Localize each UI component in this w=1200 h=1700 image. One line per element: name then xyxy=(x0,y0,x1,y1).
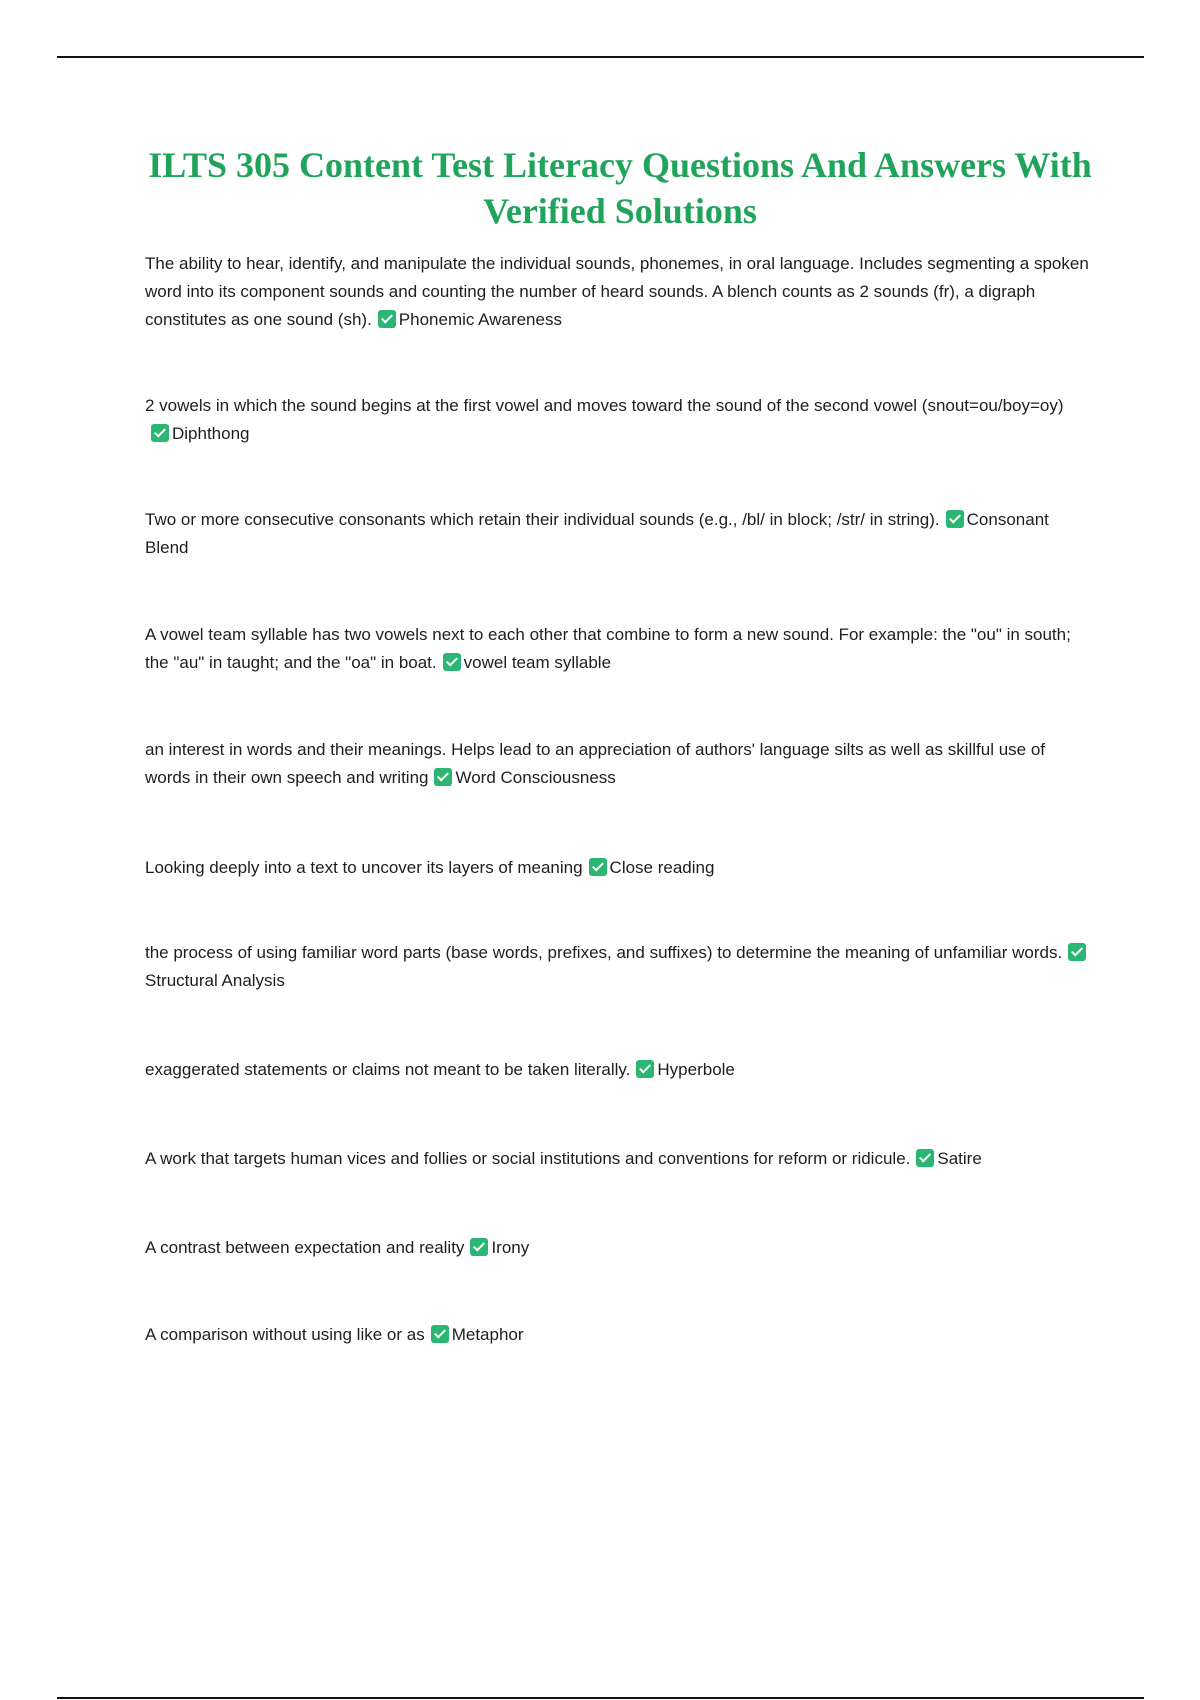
question-text: A vowel team syllable has two vowels next to each other that combine to form a new sound. For example: the "ou" in south; the "au" in taught; and the "oa" in boat. xyxy=(145,625,1071,672)
question-text: A contrast between expectation and reality xyxy=(145,1238,465,1257)
checkmark-icon xyxy=(636,1060,654,1078)
qa-item xyxy=(145,1234,1090,1262)
document-title: ILTS 305 Content Test Literacy Questions And Answers With Verified Solutions xyxy=(148,145,1092,231)
question-text: A comparison without using like or as xyxy=(145,1325,425,1344)
checkmark-icon xyxy=(431,1325,449,1343)
top-rule xyxy=(57,56,1144,58)
checkmark-icon xyxy=(434,768,452,786)
checkmark-icon xyxy=(916,1149,934,1167)
answer-text: Metaphor xyxy=(451,1325,524,1344)
answer-text: Consonant Blend xyxy=(145,510,1049,557)
qa-item xyxy=(145,854,1090,882)
question-text: exaggerated statements or claims not meant to be taken literally. xyxy=(145,1060,631,1079)
qa-item xyxy=(145,1145,1090,1173)
checkmark-icon xyxy=(378,310,396,328)
answer-text: Diphthong xyxy=(172,424,250,443)
question-text: the process of using familiar word parts (base words, prefixes, and suffixes) to determine the meaning of unfamiliar words. xyxy=(145,943,1063,962)
question-text: A work that targets human vices and follies or social institutions and conventions for reform or ridicule. xyxy=(145,1149,911,1168)
checkmark-icon xyxy=(589,858,607,876)
checkmark-icon xyxy=(946,510,964,528)
checkmark-icon xyxy=(470,1238,488,1256)
qa-item xyxy=(145,939,1090,995)
qa-item xyxy=(145,250,1090,334)
question-text: The ability to hear, identify, and manipulate the individual sounds, phonemes, in oral language. Includes segmenting a spoken word into its component sounds and counting the number of heard sounds. A blench counts as 2 sounds (fr), a digraph constitutes as one sound (sh). xyxy=(145,254,1089,329)
question-text: Looking deeply into a text to uncover its layers of meaning xyxy=(145,858,583,877)
answer-text: Word Consciousness xyxy=(455,768,616,787)
question-text: Two or more consecutive consonants which retain their individual sounds (e.g., /bl/ in block; /str/ in string). xyxy=(145,510,940,529)
question-text: 2 vowels in which the sound begins at the first vowel and moves toward the sound of the second vowel (snout=ou/boy=oy) xyxy=(145,396,1064,415)
answer-text: Structural Analysis xyxy=(145,971,285,990)
qa-item xyxy=(145,506,1090,562)
answer-text: Close reading xyxy=(609,858,715,877)
qa-item xyxy=(145,392,1090,448)
answer-text: Hyperbole xyxy=(657,1060,735,1079)
bottom-rule xyxy=(57,1697,1144,1699)
answer-text: Satire xyxy=(937,1149,982,1168)
answer-text: vowel team syllable xyxy=(463,653,612,672)
qa-item xyxy=(145,1056,1090,1084)
answer-text: Phonemic Awareness xyxy=(398,310,562,329)
qa-item xyxy=(145,1321,1090,1349)
qa-item xyxy=(145,736,1090,792)
answer-text: Irony xyxy=(491,1238,530,1257)
checkmark-icon xyxy=(151,424,169,442)
checkmark-icon xyxy=(1068,943,1086,961)
question-text: an interest in words and their meanings. Helps lead to an appreciation of authors' language silts as well as skillful use of words in their own speech and writing xyxy=(145,740,1046,787)
qa-item xyxy=(145,621,1090,677)
checkmark-icon xyxy=(443,653,461,671)
